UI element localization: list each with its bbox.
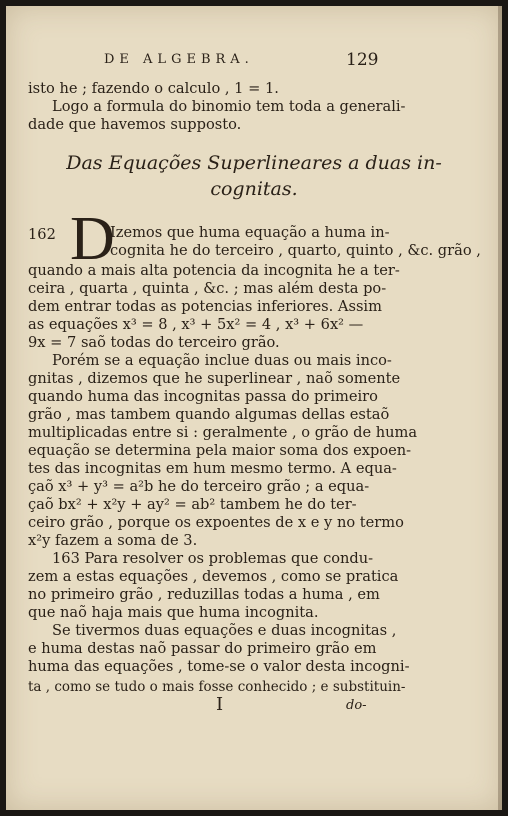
text-line: 163 Para resolver os problemas que condu- xyxy=(52,550,374,567)
text-line: Izemos que huma equação a huma in- xyxy=(110,224,390,241)
text-line: ta , como se tudo o mais fosse conhecido ; e substituin- xyxy=(28,679,406,695)
section-heading: Das Equações Superlineares a duas in- xyxy=(66,152,442,174)
text-line: ceira , quarta , quinta , &c. ; mas além desta po- xyxy=(28,280,387,297)
text-line: as equações x³ = 8 , x³ + 5x² = 4 , x³ + 6x² — xyxy=(28,316,364,333)
text-line: ceiro grão , porque os expoentes de x e y no termo xyxy=(28,514,404,531)
text-line: çaõ bx² + x²y + ay² = ab² tambem he do ter- xyxy=(28,496,357,513)
text-line: tes das incognitas em hum mesmo termo. A equa- xyxy=(28,460,397,477)
text-line: Porém se a equação inclue duas ou mais inco- xyxy=(52,352,392,369)
text-line: multiplicadas entre si : geralmente , o grão de huma xyxy=(28,424,418,441)
text-line: cognita he do terceiro , quarto, quinto , &c. grão , xyxy=(110,242,481,259)
page-number: 129 xyxy=(346,50,379,70)
drop-cap: D xyxy=(70,205,115,273)
text-line: huma das equações , tome-se o valor desta incogni- xyxy=(28,658,410,675)
text-line: gnitas , dizemos que he superlinear , naõ somente xyxy=(28,370,401,387)
section-heading: cognitas. xyxy=(210,178,298,200)
book-page xyxy=(6,6,502,810)
text-line: çaõ x³ + y³ = a²b he do terceiro grão ; a equa- xyxy=(28,478,370,495)
text-line: grão , mas tambem quando algumas dellas estaõ xyxy=(28,406,390,423)
signature-mark: I xyxy=(216,694,224,715)
text-line: dade que havemos supposto. xyxy=(28,116,242,133)
text-line: x²y fazem a soma de 3. xyxy=(28,532,198,549)
text-line: equação se determina pela maior soma dos expoen- xyxy=(28,442,412,459)
text-line: isto he ; fazendo o calculo , 1 = 1. xyxy=(28,80,279,97)
text-line: zem a estas equações , devemos , como se pratica xyxy=(28,568,399,585)
text-line: Se tivermos duas equações e duas incognitas , xyxy=(52,622,397,639)
text-line: no primeiro grão , reduzillas todas a huma , em xyxy=(28,586,380,603)
text-line: quando huma das incognitas passa do primeiro xyxy=(28,388,378,405)
page-edge xyxy=(498,6,502,810)
text-line: que naõ haja mais que huma incognita. xyxy=(28,604,319,621)
paragraph-number: 162 xyxy=(28,226,56,243)
text-line: quando a mais alta potencia da incognita he a ter- xyxy=(28,262,400,279)
running-title: DE ALGEBRA. xyxy=(104,52,254,67)
text-line: dem entrar todas as potencias inferiores. Assim xyxy=(28,298,382,315)
text-line: Logo a formula do binomio tem toda a generali- xyxy=(52,98,406,115)
page-header xyxy=(6,52,502,74)
catchword: do- xyxy=(346,698,367,713)
text-line: e huma destas naõ passar do primeiro grão em xyxy=(28,640,377,657)
text-line: 9x = 7 saõ todas do terceiro grão. xyxy=(28,334,280,351)
